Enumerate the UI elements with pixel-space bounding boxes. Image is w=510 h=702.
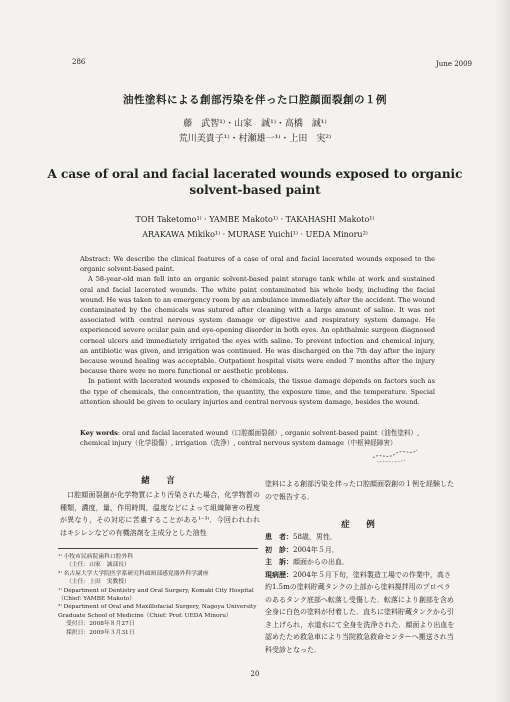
scan-edge-shadow — [494, 0, 510, 702]
case-heading: 症 例 — [341, 520, 379, 530]
note-affiliation-1: ¹⁾ 小牧市民病院歯科口腔外科 — [58, 554, 134, 560]
case-present-illness-value: 2004年５月下旬，塗料製造工場での作業中，高さ約1.5mの塗料貯蔵タンクの上部から塗料撹拌用のプロペラのあるタンク底部へ転落し受傷した．転落により創部を含め全身に白色の塗料が付着した．直ちに塗料貯蔵タンクから引き上げられ，水道水にて全身を洗浄された．顔面より出血を認めたため救急車により当院救急救命センターへ搬送され当科受診となった． — [265, 570, 455, 654]
case-present-illness — [265, 569, 455, 657]
case-patient-value: 58歳，男性． — [293, 533, 337, 541]
note-affiliation-2-en: ²⁾ Department of Oral and Maxillofacial Surgery, Nagoya University Graduate School of Medicine（Chief: Prof. UEDA Minoru） — [58, 604, 257, 619]
header-page-number: 286 — [72, 58, 86, 66]
intro-continuation-text: 塗料による創部汚染を伴った口腔顔面裂創の１例を経験したので報告する． — [265, 480, 454, 501]
abstract-paragraph-1: Abstract: We describe the clinical features of a case of oral and facial lacerated wounds exposed to the organic solvent-based paint. — [80, 255, 435, 274]
intro-heading: 緒 言 — [141, 476, 179, 486]
note-affiliation-2-chief: （主任：上田 実教授） — [66, 579, 130, 586]
note-affiliation-1-en: ¹⁾ Department of Dentistry and Oral Surgery, Komaki City Hospital（Chief: YAMBE Makoto） — [58, 587, 254, 603]
ink-mark-icon — [365, 440, 425, 470]
case-chief-complaint — [265, 556, 455, 569]
header-date: June 2009 — [436, 60, 473, 68]
keywords-label: Key words — [80, 429, 118, 437]
abstract-paragraph-2: A 58-year-old man fell into an organic solvent-based paint storage tank while at work and sustained oral and facial lacerated wounds. The white paint contaminated his whole body, including the facial wound. He was taken to an emergency room by an ambulance immediately after the accident. The wound contaminated by the chemicals was sutured after cleaning with a large amount of saline. It was not associated with central nervous system damage or digestive and respiratory system damage. He experienced severe ocular pain and eye-opening disorder in both eyes. An ophthalmic surgeon diagnosed corneal ulcers and immediately irrigated the eyes with saline. To prevent infection and chemical injury, an antibiotic was given, and irrigation was continued. He was discharged on the 7th day after the injury because wound healing was acceptable. Outpatient hospital visits were ended 7 months after the injury because there were no more functional or aesthetic problems. — [80, 275, 435, 376]
received-date: 受付日：2008年８月27日 — [66, 621, 135, 628]
case-first-visit-value: 2004年５月． — [293, 545, 339, 554]
affiliation-notes — [58, 548, 258, 637]
abstract — [80, 254, 435, 407]
case-chief-complaint-label: 主 訴： — [265, 557, 293, 566]
english-title-line-1: A case of oral and facial lacerated wounds exposed to organic — [47, 167, 463, 181]
case-first-visit — [265, 544, 455, 557]
keywords-text: : oral and facial lacerated wound（口腔顔面裂創）, organic solvent-based paint（油性塗料）, chemical injury（化学損傷）, irrigation（洗浄）, central nervous system damage（中枢神経障害） — [80, 429, 420, 448]
note-affiliation-2: ²⁾ 名古屋大学大学院医学系研究科頭頸部感覚器外科学講座 — [58, 570, 209, 577]
english-title-line-2: solvent-based paint — [189, 183, 321, 197]
intro-continuation — [265, 478, 455, 503]
japanese-authors-line-2: 荒川美貴子¹⁾・村瀬雄一¹⁾・上田 実²⁾ — [178, 134, 332, 144]
case-present-illness-label: 現病歴： — [265, 569, 293, 579]
case-chief-complaint-value: 顔面からの出血． — [293, 558, 349, 566]
footer-page-number: 20 — [250, 670, 260, 678]
japanese-title: 油性塗料による創部汚染を伴った口腔顔面裂創の１例 — [123, 94, 387, 106]
case-first-visit-label: 初 診： — [265, 544, 293, 554]
abstract-paragraph-3: In patient with lacerated wounds exposed to chemicals, the tissue damage depends on factors such as the type of chemicals, the concentration, the quantity, the exposure time, and the temperature. Special attention should be given to oculary injuries and central nervous system damage, besides the wound. — [80, 377, 435, 406]
english-title — [0, 166, 510, 198]
case-column — [265, 531, 455, 656]
english-authors-line-1: TOH Taketomo¹⁾ · YAMBE Makoto¹⁾ · TAKAHASHI Makoto¹⁾ — [135, 215, 375, 224]
intro-column — [60, 489, 260, 539]
intro-paragraph: 口腔顔面裂創が化学物質により汚染された場合，化学物質の種類，濃度，量，作用時間，温度などによって組織障害の程度が異なり，その対応に苦慮することがある¹⁻³⁾．今回われわれはキシレンなどの有機溶剤を主成分とした油性 — [60, 491, 260, 537]
japanese-authors-line-1: 藤 武智¹⁾・山家 誠¹⁾・高橋 誠¹⁾ — [183, 119, 327, 129]
case-patient — [265, 531, 455, 544]
accepted-date: 採択日：2009年３月31日 — [66, 629, 135, 636]
english-authors-line-2: ARAKAWA Mikiko¹⁾ · MURASE Yuichi¹⁾ · UEDA Minoru²⁾ — [142, 230, 368, 239]
note-affiliation-1-chief: （主任：山家 誠部長） — [66, 562, 130, 569]
case-patient-label: 患 者： — [265, 532, 293, 541]
